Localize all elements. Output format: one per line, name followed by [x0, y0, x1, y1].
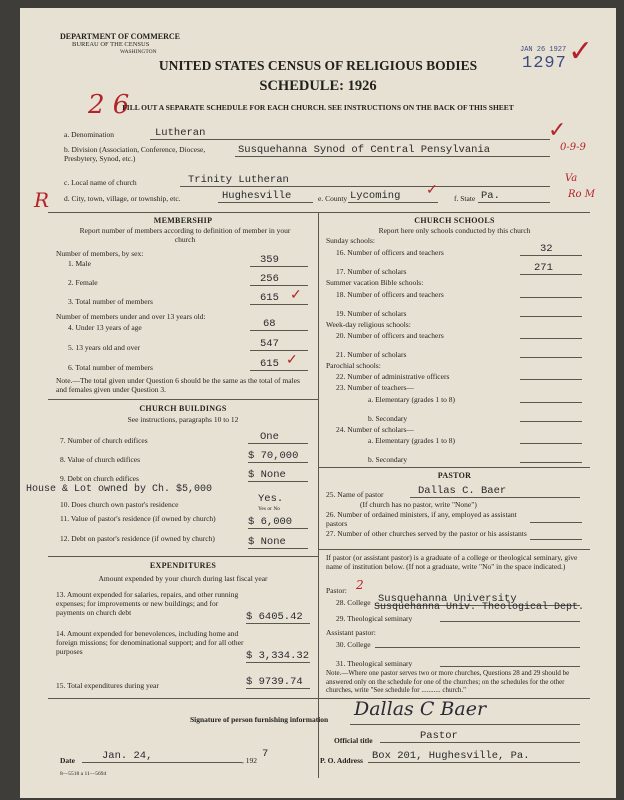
check-mark: ✓ [290, 287, 302, 303]
value-underline [246, 623, 310, 624]
male-value: 359 [260, 254, 279, 266]
pastor-subheading: Pastor: [326, 586, 347, 595]
q23a-label: a. Elementary (grades 1 to 8) [368, 395, 456, 404]
q17-value: 271 [534, 262, 553, 274]
pastor-title: PASTOR [437, 471, 472, 480]
q25-label: 25. Name of pastor [326, 490, 384, 499]
value-underline [520, 462, 582, 463]
yes-no-hint: Yes or No [258, 506, 281, 512]
residence-value-label: 11. Value of pastor's residence (if owned by church) [60, 514, 216, 523]
under-13-value: 68 [263, 318, 276, 330]
q30-label: 30. College [336, 640, 371, 649]
seminary-value: Susquehanna Univ. Theological Dept. [374, 602, 585, 613]
document-title: UNITED STATES CENSUS OF RELIGIOUS BODIES [158, 58, 478, 73]
value-underline [250, 285, 308, 286]
q22-label: 22. Number of administrative officers [336, 372, 450, 381]
signature: Dallas C Baer [354, 698, 487, 720]
q18-label: 18. Number of officers and teachers [336, 290, 444, 299]
pastor-name-value: Dallas C. Baer [418, 485, 507, 497]
membership-note: Note.—The total given under Question 6 should be the same as the total of males and females given under Question 3. [56, 376, 300, 394]
value-underline [248, 528, 308, 529]
value-underline [375, 647, 580, 648]
value-underline [530, 522, 582, 523]
value-underline [248, 443, 308, 444]
official-title-label: Official title [334, 736, 373, 745]
value-underline [246, 662, 310, 663]
margin-mark: R [34, 188, 50, 212]
age-header-label: Number of members under and over 13 years old: [56, 312, 206, 321]
value-underline [440, 666, 580, 667]
benevolences-value: $ 3,334.32 [246, 650, 310, 662]
pastor-note: Note.—Where one pastor serves two or more churches, Questions 28 and 29 should be answered only on the schedule for one of the churches; on the schedules for the other churches, write "See schedule for ........... church." [326, 669, 570, 694]
over-13-value: 547 [260, 338, 279, 350]
church-edifices-label: 7. Number of church edifices [60, 436, 148, 445]
check-mark: ✓ [548, 118, 567, 143]
county-value: Lycoming [350, 190, 401, 202]
q25-note: (If church has no pastor, write "None") [360, 500, 477, 509]
schools-subtitle: Report here only schools conducted by this church [378, 226, 531, 235]
residence-debt-label: 12. Debt on pastor's residence (if owned by church) [60, 534, 215, 543]
q23b-label: b. Secondary [368, 414, 408, 423]
value-underline [520, 443, 582, 444]
check-mark: ✓ [286, 352, 298, 368]
sunday-schools-label: Sunday schools: [326, 236, 375, 245]
state-label: f. State [454, 194, 476, 203]
q21-label: 21. Number of scholars [336, 350, 407, 359]
po-address-label: P. O. Address [320, 756, 363, 765]
residence-value: $ 6,000 [248, 516, 293, 528]
city-label-field: d. City, town, village, or township, etc. [64, 194, 181, 203]
q17-label: 17. Number of scholars [336, 267, 407, 276]
assistant-pastor-subheading: Assistant pastor: [326, 628, 376, 637]
total-members-label: 3. Total number of members [68, 297, 153, 306]
date-value: Jan. 24, [102, 750, 153, 762]
membership-title: MEMBERSHIP [153, 216, 213, 225]
q24-label: 24. Number of scholars— [336, 425, 414, 434]
code-mark: 0-9-9 [560, 142, 586, 153]
value-underline [520, 357, 582, 358]
census-schedule-document [20, 8, 616, 798]
value-underline [248, 548, 308, 549]
state-value: Pa. [481, 190, 500, 202]
total-expenditures-label: 15. Total expenditures during year [56, 681, 159, 690]
value-underline [520, 274, 582, 275]
graduate-note: If pastor (or assistant pastor) is a graduate of a college or theological seminary, give name of institution below. (If not a graduate, write "No" in the space indicated.) [326, 553, 578, 571]
city-underline [218, 202, 313, 203]
summer-schools-label: Summer vacation Bible schools: [326, 278, 424, 287]
value-underline [520, 297, 582, 298]
division-label: b. Division (Association, Conference, Diocese, Presbytery, Synod, etc.) [64, 145, 206, 163]
value-underline [250, 330, 308, 331]
owns-residence-value: Yes. [258, 493, 284, 505]
weekday-schools-label: Week-day religious schools: [326, 320, 411, 329]
value-underline [410, 497, 580, 498]
parochial-schools-label: Parochial schools: [326, 361, 381, 370]
male-label: 1. Male [68, 259, 91, 268]
local-name-value: Trinity Lutheran [188, 174, 289, 186]
college-value: Susquehanna University [378, 593, 517, 605]
signature-label: Signature of person furnishing information [190, 715, 329, 724]
signature-underline [350, 724, 580, 725]
total-expenditures-value: $ 9739.74 [246, 676, 303, 688]
denomination-underline [150, 139, 550, 140]
po-address-value: Box 201, Hughesville, Pa. [372, 750, 530, 762]
received-number-stamp: 1297 [522, 54, 567, 73]
value-underline [520, 421, 582, 422]
benevolences-label: 14. Amount expended for benevolences, including home and foreign missions; for denominational support; and for all other purposes [56, 629, 244, 656]
under-13-label: 4. Under 13 years of age [68, 323, 142, 332]
value-underline [250, 266, 308, 267]
po-address-underline [368, 762, 580, 763]
value-underline [246, 688, 310, 689]
value-underline [520, 379, 582, 380]
q27-label: 27. Number of other churches served by the pastor or his assistants [326, 529, 527, 538]
q26-label: 26. Number of ordained ministers, if any, employed as assistant pastors [326, 510, 517, 528]
edifice-value: $ 70,000 [248, 450, 299, 462]
q16-label: 16. Number of officers and teachers [336, 248, 444, 257]
section-divider [319, 467, 590, 468]
year-prefix: , 192 [242, 756, 257, 765]
section-divider [48, 212, 590, 213]
year-digit: 7 [262, 748, 269, 760]
members-by-sex-label: Number of members, by sex: [56, 249, 144, 258]
value-underline [440, 621, 580, 622]
total-members-value: 615 [260, 292, 279, 304]
over-13-label: 5. 13 years old and over [68, 343, 141, 352]
section-divider [319, 549, 590, 550]
bureau-label: BUREAU OF THE CENSUS [72, 41, 150, 48]
value-underline [250, 350, 308, 351]
q23-label: 23. Number of teachers— [336, 383, 414, 392]
value-underline [520, 402, 582, 403]
edifice-debt-label: 9. Debt on church edifices [60, 474, 139, 483]
expenditures-title: EXPENDITURES [149, 561, 217, 570]
value-underline [248, 481, 308, 482]
value-underline [250, 304, 308, 305]
code-mark: Ro M [568, 189, 595, 200]
value-underline [520, 255, 582, 256]
value-underline [248, 462, 308, 463]
female-value: 256 [260, 273, 279, 285]
section-divider [48, 556, 318, 557]
expenditures-subtitle: Amount expended by your church during last fiscal year [98, 574, 268, 583]
value-underline [520, 316, 582, 317]
buildings-subtitle: See instructions, paragraphs 10 to 12 [127, 415, 239, 424]
official-title-value: Pastor [420, 730, 458, 742]
residence-debt-value: $ None [248, 536, 286, 548]
value-underline [520, 338, 582, 339]
house-lot-typed-note: House & Lot owned by Ch. $5,000 [26, 484, 213, 495]
city-value: Hughesville [222, 190, 292, 202]
church-edifices-value: One [260, 431, 279, 443]
instructions-line: FILL OUT A SEPARATE SCHEDULE FOR EACH CHURCH. SEE INSTRUCTIONS ON THE BACK OF THIS SHEET [122, 103, 514, 112]
check-mark: ✓ [426, 182, 438, 198]
department-label: DEPARTMENT OF COMMERCE [60, 32, 181, 41]
q31-label: 31. Theological seminary [336, 659, 413, 668]
state-underline [478, 202, 550, 203]
female-label: 2. Female [68, 278, 98, 287]
division-underline [235, 156, 550, 157]
q20-label: 20. Number of officers and teachers [336, 331, 444, 340]
q24b-label: b. Secondary [368, 455, 408, 464]
column-divider [318, 212, 319, 778]
check-mark: ✓ [568, 34, 594, 69]
code-mark: Va [565, 173, 578, 184]
edifice-value-label: 8. Value of church edifices [60, 455, 141, 464]
q19-label: 19. Number of scholars [336, 309, 407, 318]
date-label: Date [60, 756, 75, 765]
q28-label: 28. College [336, 598, 371, 607]
section-divider [48, 399, 318, 400]
q16-value: 32 [540, 243, 553, 255]
schedule-title: SCHEDULE: 1926 [259, 78, 377, 94]
form-number: 8—5518 a 11—5694 [60, 771, 107, 777]
membership-subtitle: Report number of members according to definition of member in your church [79, 226, 291, 244]
running-expenses-value: $ 6405.42 [246, 611, 303, 623]
q24a-label: a. Elementary (grades 1 to 8) [368, 436, 456, 445]
local-name-label: c. Local name of church [64, 178, 137, 187]
handwritten-mark: 2 [356, 578, 364, 592]
county-label: e. County [318, 194, 348, 203]
denomination-value: Lutheran [155, 127, 206, 139]
city-label: WASHINGTON [120, 49, 157, 55]
schools-title: CHURCH SCHOOLS [414, 216, 495, 225]
date-underline [82, 762, 242, 763]
division-value: Susquehanna Synod of Central Pensylvania [238, 144, 491, 156]
county-underline [348, 202, 438, 203]
local-name-underline [180, 186, 550, 187]
value-underline [530, 539, 582, 540]
total-members-age-value: 615 [260, 358, 279, 370]
section-divider [48, 698, 590, 699]
total-members-age-label: 6. Total number of members [68, 363, 153, 372]
running-expenses-label: 13. Amount expended for salaries, repairs, and other running expenses; for improvements or new buildings; and for payments on church debt [56, 590, 239, 617]
edifice-debt-value: $ None [248, 469, 286, 481]
owns-residence-label: 10. Does church own pastor's residence [60, 500, 179, 509]
buildings-title: CHURCH BUILDINGS [139, 404, 227, 413]
handwritten-number: 2 6 [88, 90, 130, 120]
official-title-underline [380, 742, 580, 743]
q29-label: 29. Theological seminary [336, 614, 413, 623]
value-underline [250, 370, 308, 371]
denomination-label: a. Denomination [64, 130, 114, 139]
received-date-stamp: JAN 26 1927 [520, 46, 567, 54]
